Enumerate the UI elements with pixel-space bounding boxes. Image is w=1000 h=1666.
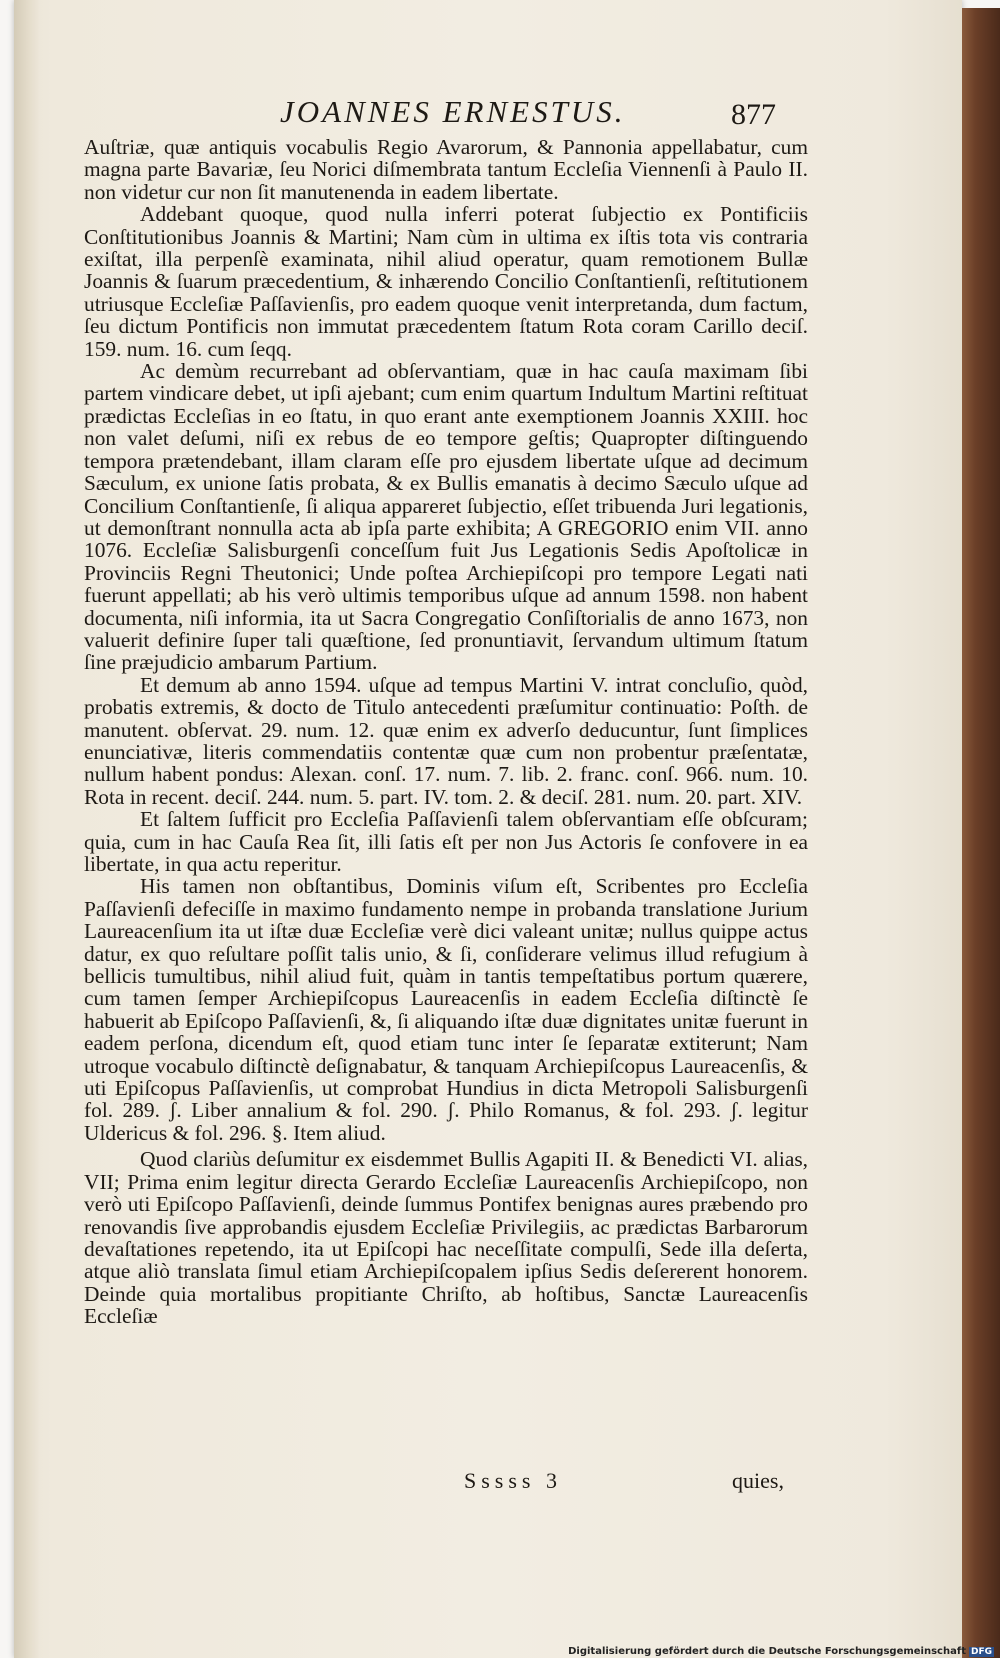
page-header	[14, 94, 962, 140]
catchword: quies,	[732, 1468, 784, 1493]
paragraph-3: Ac demùm recurrebant ad obſervantiam, quæ in hac cauſa maximam ſibi partem vindicare debet, ut ipſi ajebant; cum enim quartum Indultum Martini reſtituat prædictas Eccleſias in eo ſtatu, in quo erant ante exemptionem Joannis XXIII. hoc non valet deſumi, niſi ex rebus de eo tempore geſtis; Quapropter diſtinguendo tempora prætendebant, illam claram eſſe pro ejusdem libertate uſque ad decimum Sæculum, ex unione ſatis probata, & ex Bullis emanatis à decimo Sæculo uſque ad Concilium Conſtantienſe, ſi aliqua appareret ſubjectio, eſſet tribuenda Juri legationis, ut demonſtrant nonnulla acta ab ipſa parte exhibita; A GREGORIO enim VII. anno 1076. Eccleſiæ Salisburgenſi conceſſum fuit Jus Legationis Sedis Apoſtolicæ in Provinciis Regni Theutonici; Unde poſtea Archiepiſcopi pro tempore Legati nati fuerunt appellati; ab his verò ultimis temporibus uſque ad annum 1598. non habent documenta, niſi informia, ita ut Sacra Congregatio Conſiſtorialis de anno 1673, non valuerit definire ſuper tali quæſtione, ſed pronuntiavit, ſervandum ultimum ſtatum ſine præjudicio ambarum Partium.	[84, 359, 808, 675]
book-page	[14, 0, 962, 1658]
paragraph-7: Quod clariùs deſumitur ex eisdemmet Bullis Agapiti II. & Benedicti VI. alias, VII; Prima enim legitur directa Gerardo Eccleſiæ Laureacenſis Archiepiſcopo, non verò uti Epiſcopo Paſſavienſi, deinde ſummus Pontifex benignas aures præbendo pro renovandis ſive approbandis ejusdem Eccleſiæ Privilegiis, ac prædictas Barbarorum devaſtationes repetendo, ita ut Epiſcopi hac neceſſitate compulſi, Sede illa deſerta, atque aliò translata ſimul etiam Archiepiſcopalem ipſius Sedis deſererent honorem. Deinde quia mortalibus propitiante Chriſto, ab hoſtibus, Sanctæ Laureacenſis Eccleſiæ	[84, 1147, 808, 1329]
credit-text: Digitalisierung gefördert durch die Deutsche Forschungsgemeinschaft	[568, 1646, 966, 1657]
paragraph-1: Auſtriæ, quæ antiquis vocabulis Regio Avarorum, & Pannonia appellabatur, cum magna parte Bavariæ, ſeu Norici diſmembrata tantum Eccleſia Viennenſi à Paulo II. non videtur cur non ſit manutenenda in eadem libertate.	[84, 135, 808, 204]
paragraph-2: Addebant quoque, quod nulla inferri poterat ſubjectio ex Pontificiis Conſtitutionibus Joannis & Martini; Nam cùm in ultima ex iſtis tota vis contraria exiſtat, illa perpenſè examinata, nihil aliud operatur, quam remotionem Bullæ Joannis & ſuarum præcedentium, & inhærendo Concilio Conſtantienſi, reſtitutionem utriusque Eccleſiæ Paſſavienſis, pro eadem quoque venit interpretanda, dum factum, ſeu dictum Pontificis non immutat præcedentem ſtatum Rota coram Carillo deciſ. 159. num. 16. cum ſeqq.	[84, 202, 808, 361]
book-cover-edge	[962, 8, 1000, 1658]
book-binding-shadow	[14, 0, 40, 1658]
paragraph-4: Et demum ab anno 1594. uſque ad tempus Martini V. intrat concluſio, quòd, probatis extremis, & docto de Titulo antecedenti præſumitur continuatio: Poſth. de manutent. obſervat. 29. num. 12. quæ enim ex adverſo deducuntur, ſunt ſimplices enunciativæ, literis commendatiis contentæ quæ cum non probentur præſentatæ, nullum habent pondus: Alexan. conſ. 17. num. 7. lib. 2. franc. conſ. 966. num. 10. Rota in recent. deciſ. 244. num. 5. part. IV. tom. 2. & deciſ. 281. num. 20. part. XIV.	[84, 672, 808, 809]
paragraph-5: Et ſaltem ſufficit pro Eccleſia Paſſavienſi talem obſervantiam eſſe obſcuram; quia, cum in hac Cauſa Rea ſit, illi ſatis eſt per non Jus Actoris ſe confovere in ea libertate, in qua actu reperitur.	[84, 807, 808, 876]
digitization-credit	[568, 1646, 994, 1657]
printer-signature-mark: Sssss 3	[464, 1468, 562, 1493]
body-text	[84, 136, 808, 1328]
viewer-footer	[0, 1658, 1000, 1666]
page-number: 877	[731, 98, 776, 131]
running-title: JOANNES ERNESTUS.	[280, 94, 626, 129]
dfg-logo-icon: DFG	[970, 1647, 992, 1657]
paragraph-6: His tamen non obſtantibus, Dominis viſum eſt, Scribentes pro Eccleſia Paſſavienſi defeciſſe in maximo fundamento nempe in probanda translatione Jurium Laureacenſium ita ut iſtæ duæ Eccleſiæ verè dici valeant unitæ; nullus quippe actus datur, ex quo reſultare poſſit talis unio, & ſi, conſiderare velimus illud refugium à bellicis tumultibus, nihil aliud fuit, quàm in tantis tempeſtatibus portum quærere, cum tamen ſemper Archiepiſcopus Laureacenſis in eadem Eccleſia diſtinctè ſe habuerit ab Epiſcopo Paſſavienſi, &, ſi aliquando iſtæ duæ dignitates unitæ fuerunt in eadem perſona, dicendum eſt, quod etiam tunc inter ſe ſeparatæ extiterunt; Nam utroque vocabulo diſtinctè deſignabatur, & tanquam Archiepiſcopus Laureacenſis, & uti Epiſcopus Paſſavienſis, ut comprobat Hundius in dicta Metropoli Salisburgenſi fol. 289. ʃ. Liber annalium & fol. 290. ʃ. Philo Romanus, & fol. 293. ʃ. legitur Uldericus & fol. 296. §. Item aliud.	[84, 874, 808, 1145]
